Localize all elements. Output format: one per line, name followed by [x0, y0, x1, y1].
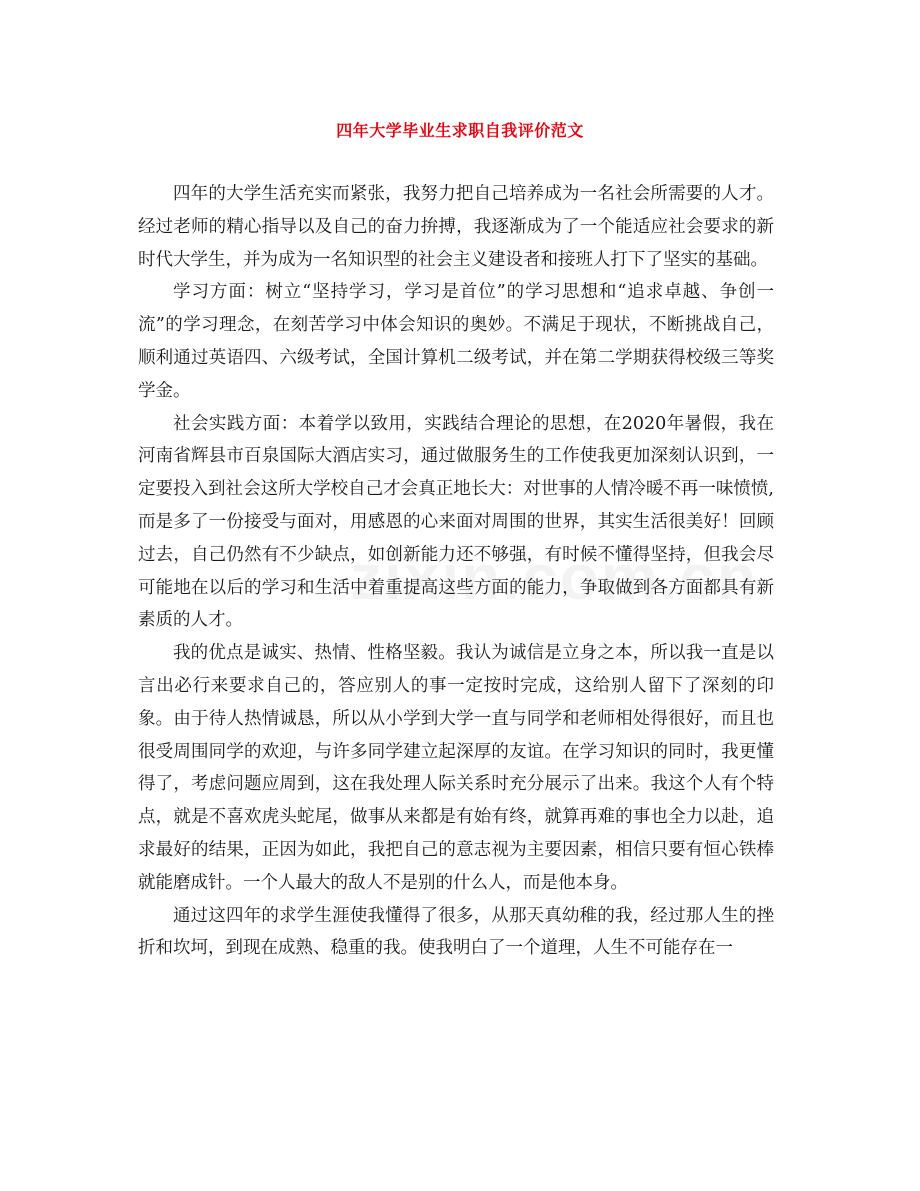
paragraph-practice: 社会实践方面：本着学以致用，实践结合理论的思想，在2020年暑假，我在河南省辉县市百泉国际大酒店实习，通过做服务生的工作使我更加深刻认识到，一定要投入到社会这所大学校自己才会真正地长大：对世事的人情冷暖不再一味愤愤,而是多了一份接受与面对，用感恩的心来面对周围的世界，其实生活很美好！回顾过去，自己仍然有不少缺点，如创新能力还不够强，有时候不懂得坚持，但我会尽可能地在以后的学习和生活中着重提高这些方面的能力，争取做到各方面都具有新素质的人才。 — [138, 413, 774, 631]
paragraph-study: 学习方面：树立“坚持学习，学习是首位”的学习思想和“追求卓越、争创一流”的学习理念，在刻苦学习中体会知识的奥妙。不满足于现状，不断挑战自己，顺利通过英语四、六级考试，全国计算机二级考试，并在第二学期获得校级三等奖学金。 — [138, 282, 774, 401]
document-body — [138, 178, 774, 965]
paragraph-conclusion: 通过这四年的求学生涯使我懂得了很多，从那天真幼稚的我，经过那人生的挫折和坎坷，到现在成熟、稳重的我。使我明白了一个道理，人生不可能存在一 — [138, 905, 774, 959]
paragraph-strengths: 我的优点是诚实、热情、性格坚毅。我认为诚信是立身之本，所以我一直是以言出必行来要求自己的，答应别人的事一定按时完成，这给别人留下了深刻的印象。由于待人热情诚恳，所以从小学到大学一直与同学和老师相处得很好，而且也很受周围同学的欢迎，与许多同学建立起深厚的友谊。在学习知识的同时，我更懂得了，考虑问题应周到，这在我处理人际关系时充分展示了出来。我这个人有个特点，就是不喜欢虎头蛇尾，做事从来都是有始有终，就算再难的事也全力以赴，追求最好的结果，正因为如此，我把自己的意志视为主要因素，相信只要有恒心铁棒就能磨成针。一个人最大的敌人不是别的什么人，而是他本身。 — [138, 643, 774, 893]
paragraph-intro: 四年的大学生活充实而紧张，我努力把自己培养成为一名社会所需要的人才。经过老师的精心指导以及自己的奋力拚搏，我逐渐成为了一个能适应社会要求的新时代大学生，并为成为一名知识型的社会主义建设者和接班人打下了坚实的基础。 — [138, 184, 774, 270]
page-title: 四年大学毕业生求职自我评价范文 — [336, 121, 584, 140]
